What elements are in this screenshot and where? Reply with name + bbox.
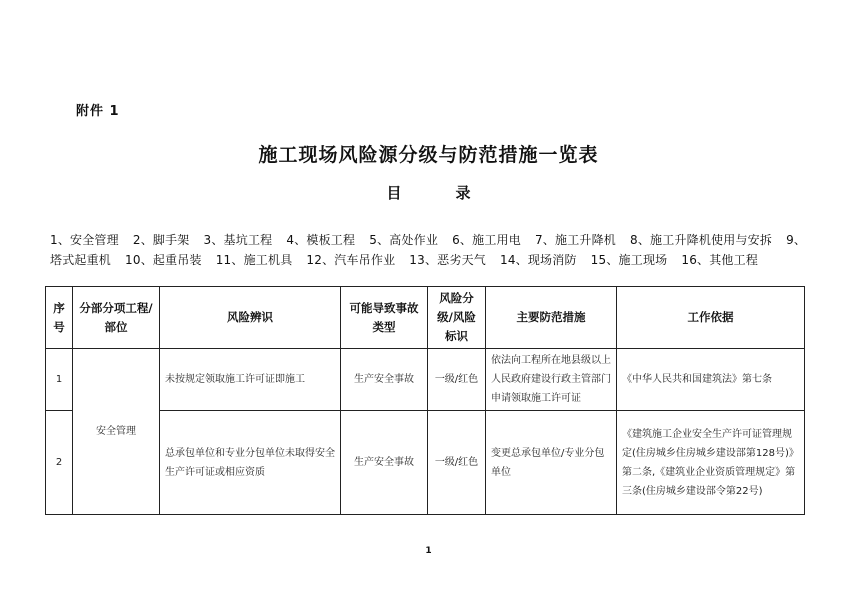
table-row — [46, 349, 805, 411]
header-no: 序号 — [46, 287, 73, 349]
table-row — [46, 411, 805, 515]
toc-item: 4、模板工程 — [286, 233, 356, 247]
toc-item: 16、其他工程 — [681, 253, 759, 267]
header-basis: 工作依据 — [617, 287, 805, 349]
toc-item: 5、高处作业 — [369, 233, 439, 247]
attachment-label: 附件 1 — [76, 104, 120, 119]
toc-item: 15、施工现场 — [590, 253, 668, 267]
row-level: 一级/红色 — [428, 411, 486, 515]
row-measure: 依法向工程所在地县级以上人民政府建设行政主管部门申请领取施工许可证 — [486, 349, 617, 411]
page-number: 1 — [425, 546, 432, 556]
row-risk: 未按规定领取施工许可证即施工 — [160, 349, 341, 411]
toc-item: 2、脚手架 — [132, 233, 190, 247]
risk-table — [45, 286, 805, 515]
row-level: 一级/红色 — [428, 349, 486, 411]
toc-item: 3、基坑工程 — [203, 233, 273, 247]
header-section: 分部分项工程/部位 — [73, 287, 160, 349]
page-title: 施工现场风险源分级与防范措施一览表 — [258, 144, 599, 166]
toc-list — [50, 230, 810, 270]
row-no: 1 — [46, 349, 73, 411]
toc-heading-right: 录 — [455, 184, 471, 202]
toc-item: 8、施工升降机使用与安拆 — [630, 233, 773, 247]
row-risk: 总承包单位和专业分包单位未取得安全生产许可证或相应资质 — [160, 411, 341, 515]
toc-item: 11、施工机具 — [215, 253, 293, 267]
toc-item: 10、起重吊装 — [125, 253, 202, 267]
toc-item: 13、恶劣天气 — [409, 253, 486, 267]
header-measure: 主要防范措施 — [486, 287, 617, 349]
toc-item: 12、汽车吊作业 — [306, 253, 396, 267]
toc-item: 9、塔式起重机 — [50, 233, 807, 267]
header-level: 风险分级/风险标识 — [428, 287, 486, 349]
row-basis: 《中华人民共和国建筑法》第七条 — [617, 349, 805, 411]
header-risk: 风险辨识 — [160, 287, 341, 349]
toc-heading — [0, 182, 857, 203]
row-accident: 生产安全事故 — [341, 411, 428, 515]
toc-item: 6、施工用电 — [452, 233, 521, 247]
toc-heading-left: 目 — [386, 184, 402, 202]
toc-item: 7、施工升降机 — [534, 233, 616, 247]
row-section: 安全管理 — [73, 349, 160, 515]
row-basis: 《建筑施工企业安全生产许可证管理规定(住房城乡住房城乡建设部第128号)》第二条,《建筑业企业资质管理规定》第三条(住房城乡建设部令第22号) — [617, 411, 805, 515]
row-no: 2 — [46, 411, 73, 515]
toc-item: 1、安全管理 — [50, 233, 119, 247]
toc-item: 14、现场消防 — [499, 253, 577, 267]
table-header-row — [46, 287, 805, 349]
header-accident: 可能导致事故类型 — [341, 287, 428, 349]
row-accident: 生产安全事故 — [341, 349, 428, 411]
row-measure: 变更总承包单位/专业分包单位 — [486, 411, 617, 515]
